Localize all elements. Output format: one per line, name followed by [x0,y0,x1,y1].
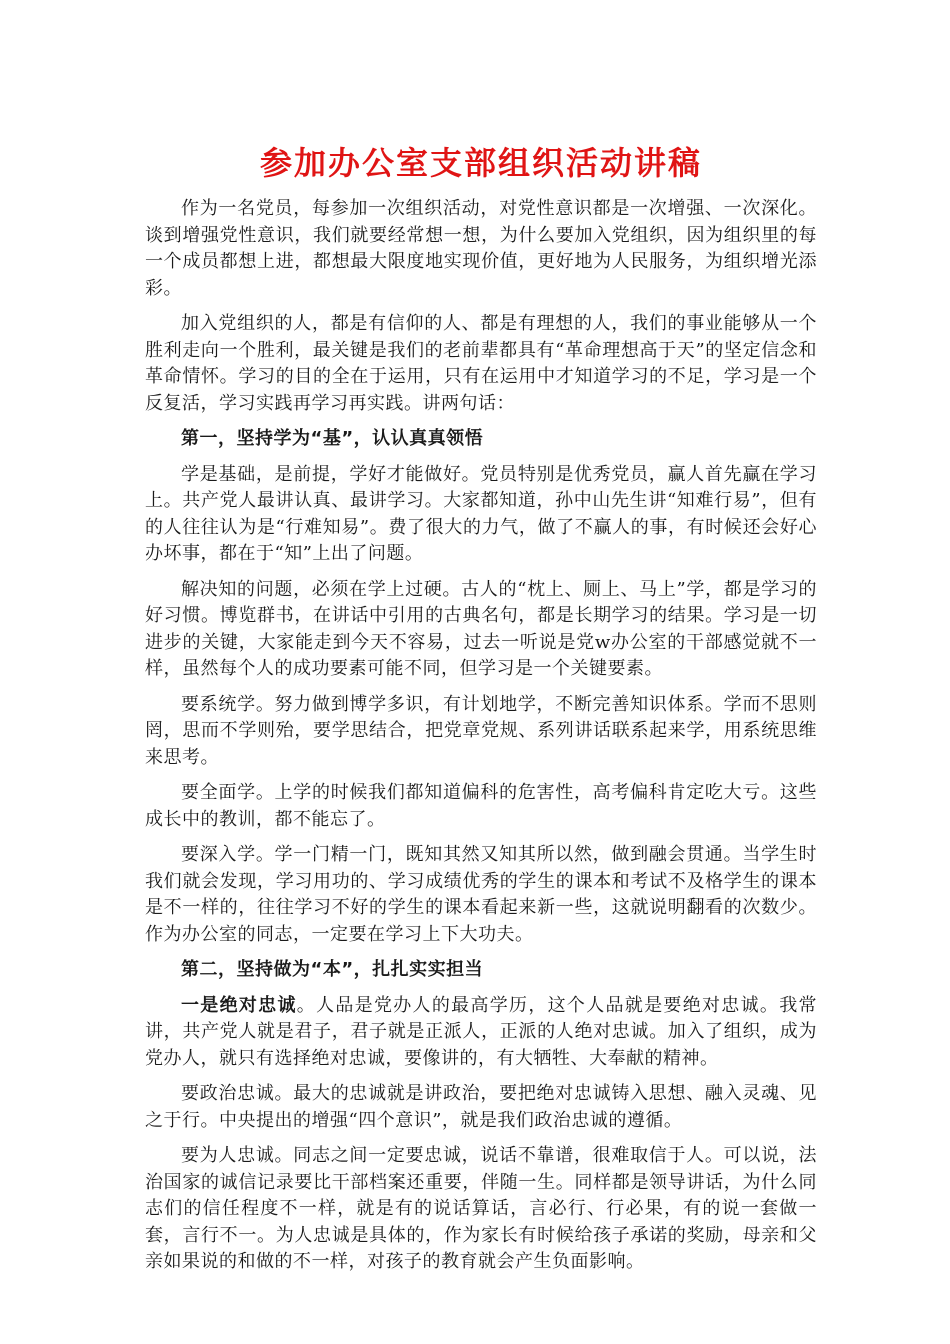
paragraph [145,993,817,1073]
paragraph: 加入党组织的人，都是有信仰的人、都是有理想的人，我们的事业能够从一个胜利走向一个胜利，最关键是我们的老前辈都具有“革命理想高于天”的坚定信念和革命情怀。学习的目的全在于运用，只有在运用中才知道学习的不足，学习是一个反复活，学习实践再学习再实践。讲两句话： [145,313,817,414]
paragraph: 要系统学。努力做到博学多识，有计划地学，不断完善知识体系。学而不思则罔，思而不学则殆，要学思结合，把党章党规、系列讲话联系起来学，用系统思维来思考。 [145,693,817,768]
paragraph: 作为一名党员，每参加一次组织活动，对党性意识都是一次增强、一次深化。谈到增强党性意识，我们就要经常想一想，为什么要加入党组织，因为组织里的每一个成员都想上进，都想最大限度地实现价值，更好地为人民服务，为组织增光添彩。 [145,198,817,299]
section-heading: 第二，坚持做为“本”，扎扎实实担当 [181,959,484,980]
paragraph: 解决知的问题，必须在学上过硬。古人的“枕上、厕上、马上”学，都是学习的好习惯。博览群书，在讲话中引用的古典名句，都是长期学习的结果。学习是一切进步的关键，大家能走到今天不容易，过去一听说是党w办公室的干部感觉就不一样，虽然每个人的成功要素可能不同，但学习是一个关键要素。 [145,578,817,679]
document-title: 参加办公室支部组织活动讲稿 [259,144,702,182]
paragraph: 要深入学。学一门精一门，既知其然又知其所以然，做到融会贯通。当学生时我们就会发现，学习用功的、学习成绩优秀的学生的课本和考试不及格学生的课本是不一样的，往往学习不好的学生的课本看起来新一些，这就说明翻看的次数少。作为办公室的同志，一定要在学习上下大功夫。 [145,844,817,945]
paragraph-body: 。人品是党办人的最高学历，这个人品就是要绝对忠诚。我常讲，共产党人就是君子，君子就是正派人，正派的人绝对忠诚。加入了组织，成为党办人，就只有选择绝对忠诚，要像讲的，有大牺牲、大奉献的精神。 [145,994,817,1069]
paragraph: 要为人忠诚。同志之间一定要忠诚，说话不靠谱，很难取信于人。可以说，法治国家的诚信记录要比干部档案还重要，伴随一生。同样都是领导讲话，为什么同志们的信任程度不一样，就是有的说话算话，言必行、行必果，有的说一套做一套，言行不一。为人忠诚是具体的，作为家长有时候给孩子承诺的奖励，母亲和父亲如果说的和做的不一样，对孩子的教育就会产生负面影响。 [145,1145,817,1272]
section-heading: 第一，坚持学为“基”，认认真真领悟 [181,428,484,449]
document-page [145,128,817,1285]
paragraph-lead: 一是绝对忠诚 [181,994,297,1016]
paragraph: 学是基础，是前提，学好才能做好。党员特别是优秀党员，赢人首先赢在学习上。共产党人最讲认真、最讲学习。大家都知道，孙中山先生讲“知难行易”，但有的人往往认为是“行难知易”。费了很大的力气，做了不赢人的事，有时候还会好心办坏事，都在于“知”上出了问题。 [145,463,817,564]
paragraph: 要全面学。上学的时候我们都知道偏科的危害性，高考偏科肯定吃大亏。这些成长中的教训，都不能忘了。 [145,782,817,830]
paragraph: 要政治忠诚。最大的忠诚就是讲政治，要把绝对忠诚铸入思想、融入灵魂、见之于行。中央提出的增强“四个意识”，就是我们政治忠诚的遵循。 [145,1083,817,1131]
